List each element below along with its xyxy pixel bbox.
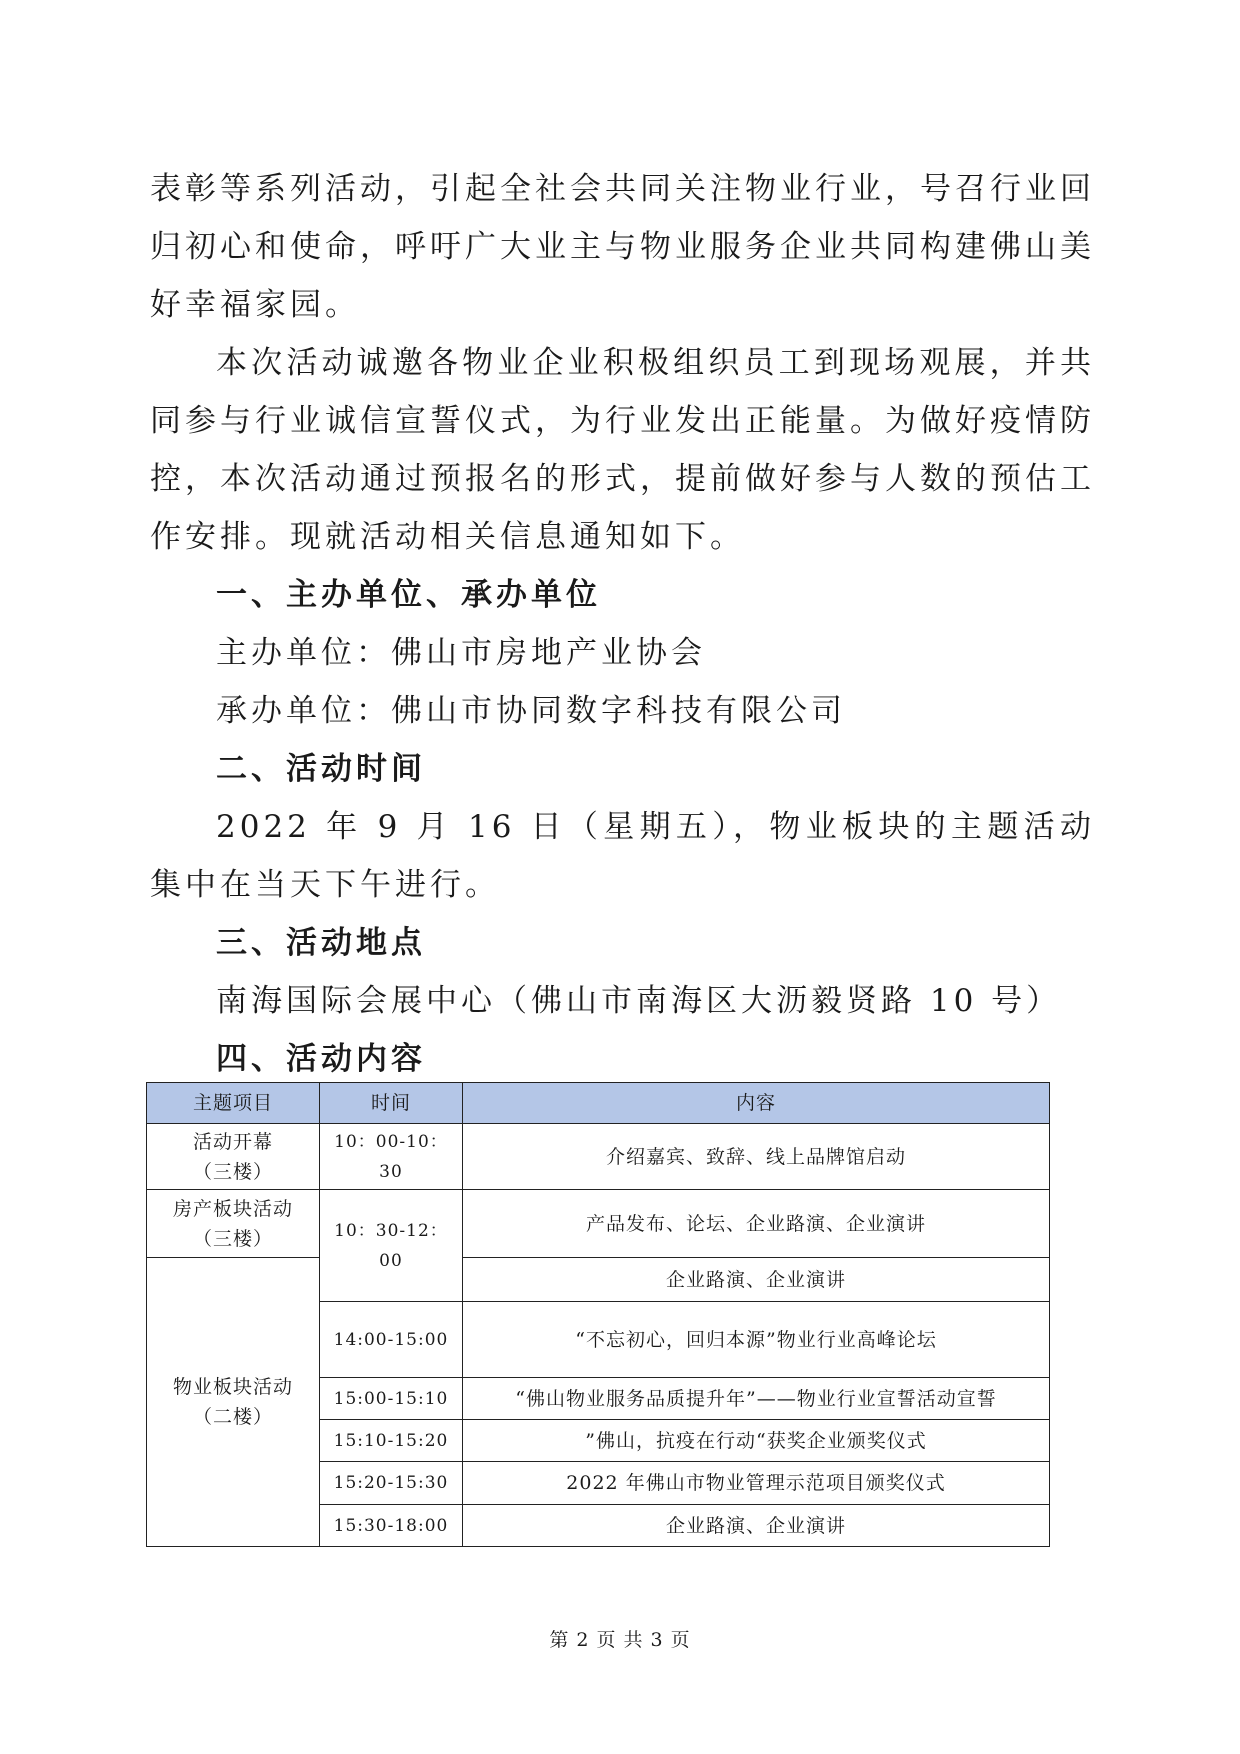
header-content: 内容 — [463, 1083, 1050, 1124]
project-floor: （三楼） — [192, 1227, 273, 1250]
heading-venue: 三、活动地点 — [216, 925, 426, 961]
content-cell: 企业路演、企业演讲 — [463, 1505, 1050, 1547]
content-cell: “佛山物业服务品质提升年”——物业行业宣誓活动宣誓 — [463, 1378, 1050, 1420]
project-cell — [147, 1190, 320, 1258]
time-cell: 15:30-18:00 — [320, 1505, 463, 1547]
table-row — [147, 1258, 1050, 1302]
content-cell: “不忘初心，回归本源”物业行业高峰论坛 — [463, 1302, 1050, 1378]
time-cell: 10：30-12：00 — [320, 1190, 463, 1302]
time-cell: 15:10-15:20 — [320, 1420, 463, 1462]
content-cell: 2022 年佛山市物业管理示范项目颁奖仪式 — [463, 1462, 1050, 1505]
venue-line: 南海国际会展中心（佛山市南海区大沥毅贤路 10 号） — [216, 983, 1062, 1019]
project-label: 房产板块活动 — [172, 1197, 293, 1220]
time-cell: 15:20-15:30 — [320, 1462, 463, 1505]
content-cell: 产品发布、论坛、企业路演、企业演讲 — [463, 1190, 1050, 1258]
header-project: 主题项目 — [147, 1083, 320, 1124]
project-floor: （二楼） — [192, 1406, 273, 1428]
heading-organizers: 一、主办单位、承办单位 — [216, 577, 601, 613]
content-cell: ”佛山，抗疫在行动“获奖企业颁奖仪式 — [463, 1420, 1050, 1462]
co-organizer-line: 承办单位：佛山市协同数字科技有限公司 — [216, 693, 846, 729]
content-cell: 企业路演、企业演讲 — [463, 1258, 1050, 1302]
time-cell: 15:00-15:10 — [320, 1378, 463, 1420]
project-cell — [147, 1258, 320, 1547]
table-row — [147, 1124, 1050, 1190]
table-header-row — [147, 1083, 1050, 1124]
table-row — [147, 1190, 1050, 1258]
project-label: 物业板块活动 — [172, 1376, 293, 1398]
project-label: 活动开幕 — [192, 1130, 273, 1153]
paragraph-intro: 表彰等系列活动，引起全社会共同关注物业行业，号召行业回归初心和使命，呼吁广大业主与物业服务企业共同构建佛山美好幸福家园。 — [150, 171, 1095, 323]
event-time-text: 2022 年 9 月 16 日（星期五），物业板块的主题活动集中在当天下午进行。 — [150, 809, 1095, 903]
time-cell: 10：00-10：30 — [320, 1124, 463, 1190]
project-floor: （三楼） — [192, 1160, 273, 1183]
project-cell — [147, 1124, 320, 1190]
schedule-table — [146, 1082, 1050, 1547]
page-number-footer: 第 2 页 共 3 页 — [549, 1629, 691, 1651]
time-cell: 14:00-15:00 — [320, 1302, 463, 1378]
heading-content: 四、活动内容 — [216, 1041, 426, 1077]
organizer-line: 主办单位：佛山市房地产业协会 — [216, 635, 706, 671]
header-time: 时间 — [320, 1083, 463, 1124]
content-cell: 介绍嘉宾、致辞、线上品牌馆启动 — [463, 1124, 1050, 1190]
heading-time: 二、活动时间 — [216, 751, 426, 787]
paragraph-invitation: 本次活动诚邀各物业企业积极组织员工到现场观展，并共同参与行业诚信宣誓仪式，为行业发出正能量。为做好疫情防控，本次活动通过预报名的形式，提前做好参与人数的预估工作安排。现就活动相关信息通知如下。 — [150, 345, 1095, 555]
